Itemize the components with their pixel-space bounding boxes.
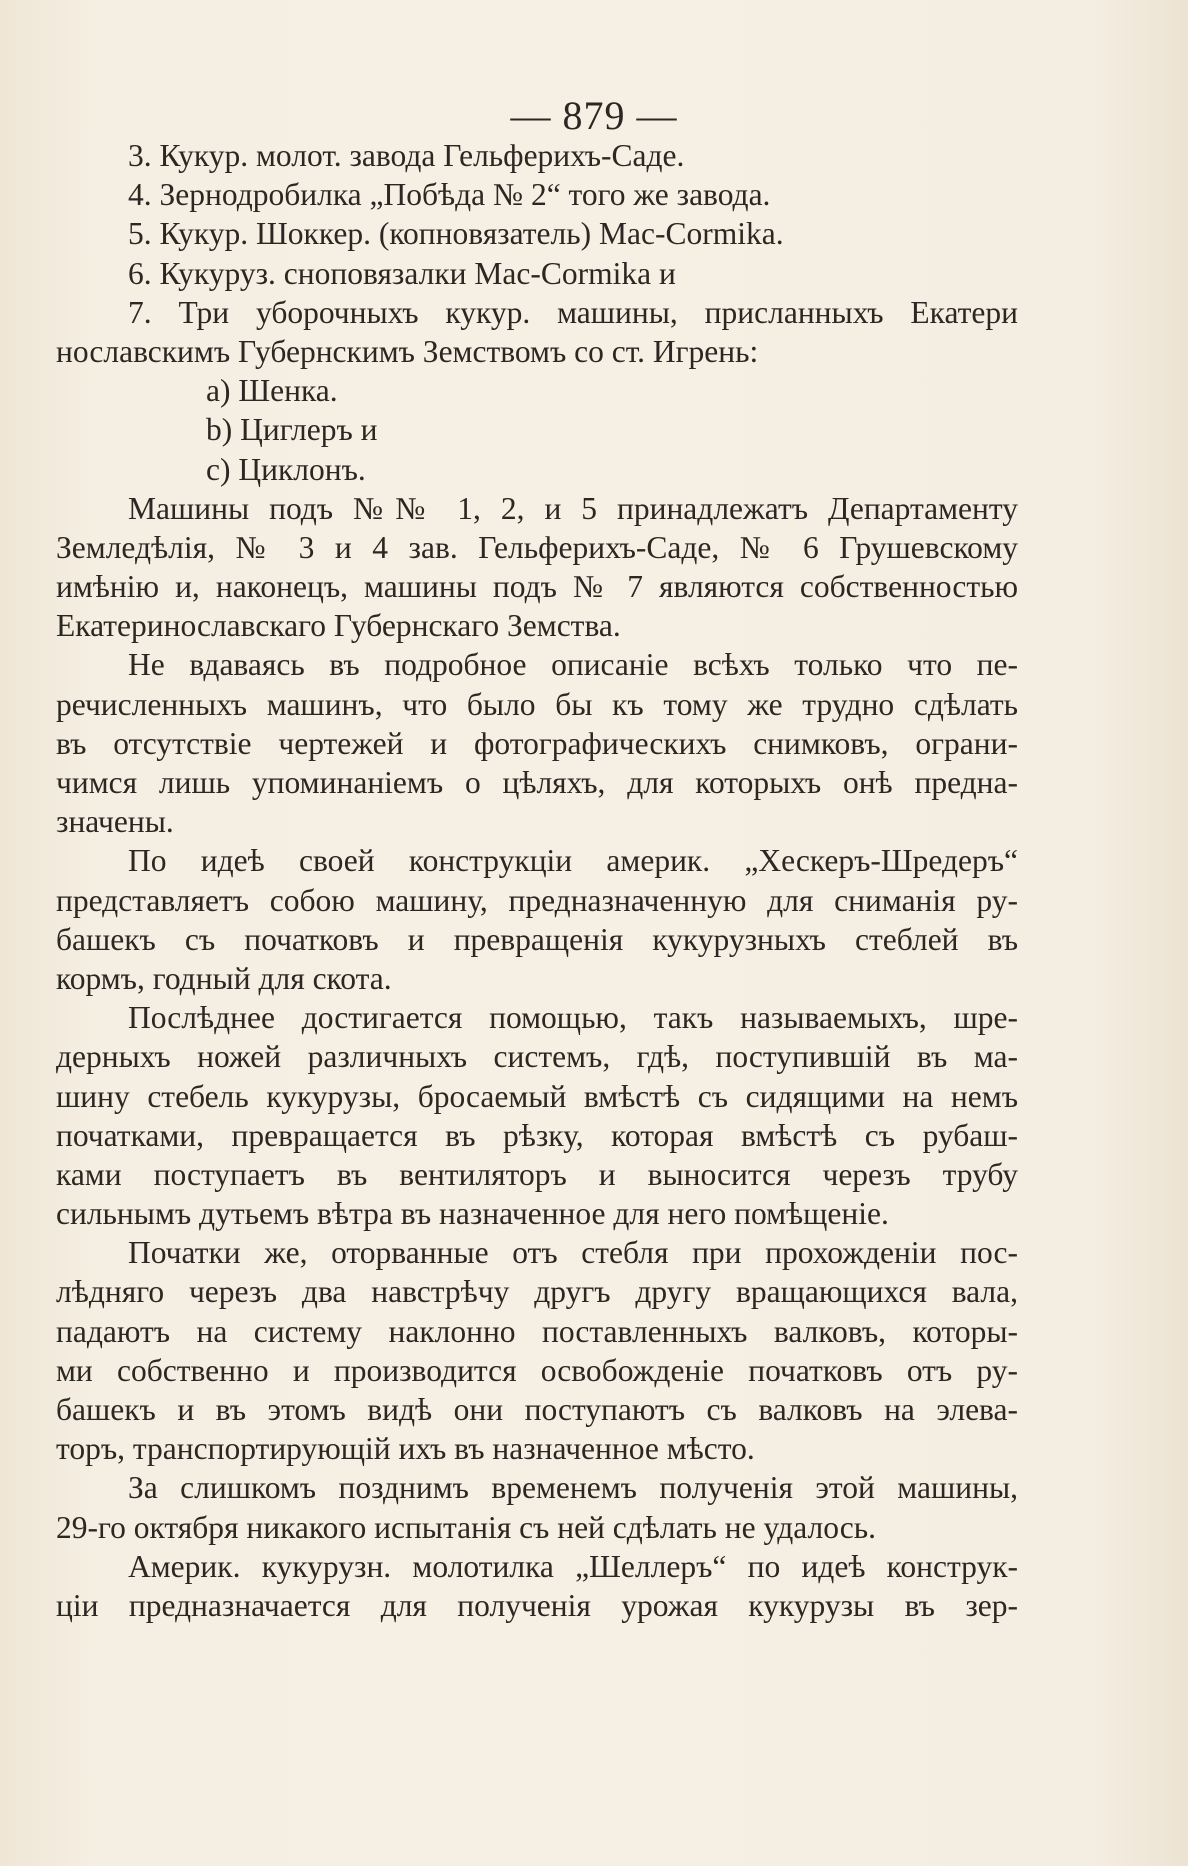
text-line: 3. Кукур. молот. завода Гельферихъ-Саде.	[128, 138, 685, 173]
text-line: 29-го октября никакого испытанiя съ ней сдѣлать не удалось.	[56, 1509, 877, 1545]
text-line: представляетъ собою машину, предназначенную для сниманiя ру-	[56, 882, 1018, 918]
text-line: c) Циклонъ.	[206, 451, 366, 487]
text-line: Екатеринославскаго Губернскаго Земства.	[56, 608, 621, 644]
text-line: имѣнiю и, наконецъ, машины подъ № 7 являются собственностью	[56, 569, 1018, 605]
text-line: падаютъ на систему наклонно поставленныхъ валковъ, которы-	[56, 1313, 1018, 1349]
text-line: Початки же, оторванные отъ стебля при прохожденiи пос-	[128, 1235, 1018, 1271]
text-line: Земледѣлiя, № 3 и 4 зав. Гельферихъ-Саде, № 6 Грушевскому	[56, 529, 1018, 565]
text-line: значены.	[56, 804, 174, 840]
text-line: сильнымъ дутьемъ вѣтра въ назначенное для него помѣщенiе.	[56, 1196, 889, 1232]
text-line: Не вдаваясь въ подробное описанiе всѣхъ только что пе-	[128, 647, 1018, 683]
text-line: башекъ и въ этомъ видѣ они поступаютъ съ валковъ на элева-	[56, 1392, 1018, 1427]
text-line: По идеѣ своей конструкцiи америк. „Хескеръ-Шредеръ“	[128, 843, 1018, 879]
text-line: лѣдняго черезъ два навстрѣчу другъ другу вращающихся вала,	[56, 1274, 1018, 1310]
text-line: шину стебель кукурузы, бросаемый вмѣстѣ съ сидящими на немъ	[56, 1078, 1018, 1114]
text-line: За слишкомъ позднимъ временемъ полученiя этой машины,	[128, 1470, 1018, 1506]
text-line: початками, превращается въ рѣзку, которая вмѣстѣ съ рубаш-	[56, 1117, 1018, 1153]
body-text	[56, 136, 1018, 1625]
page-number: — 879 —	[510, 93, 678, 138]
text-line: Америк. кукурузн. молотилка „Шеллеръ“ по идеѣ конструк-	[128, 1548, 1018, 1584]
text-line: нославскимъ Губернскимъ Земствомъ со ст. Игрень:	[56, 333, 759, 369]
text-line: 7. Три уборочныхъ кукур. машины, присланныхъ Екатери	[128, 294, 1018, 330]
text-line: кормъ, годный для скота.	[56, 960, 392, 996]
text-line: b) Циглеръ и	[206, 412, 378, 448]
text-line: башекъ съ початковъ и превращенiя кукурузныхъ стеблей въ	[56, 921, 1018, 957]
text-line: дерныхъ ножей различныхъ системъ, гдѣ, поступившiй въ ма-	[56, 1039, 1018, 1075]
text-line: Послѣднее достигается помощью, такъ называемыхъ, шре-	[128, 1000, 1018, 1036]
text-line: речисленныхъ машинъ, что было бы къ тому же трудно сдѣлать	[56, 686, 1018, 722]
text-line: въ отсутствiе чертежей и фотографическихъ снимковъ, ограни-	[56, 725, 1018, 761]
text-line: торъ, транспортирующiй ихъ въ назначенное мѣсто.	[56, 1431, 755, 1467]
text-line: ками поступаетъ въ вентиляторъ и выносится черезъ трубу	[56, 1156, 1018, 1192]
text-line: 6. Кукуруз. сноповязалки Мас-Cormika и	[128, 255, 676, 291]
text-line: ми собственно и производится освобожденiе початковъ отъ ру-	[56, 1352, 1018, 1388]
text-line: 5. Кукур. Шоккер. (копновязатель) Мас-Cormika.	[128, 216, 784, 252]
text-line: чимся лишь упоминанiемъ о цѣляхъ, для которыхъ онѣ предна-	[56, 765, 1018, 800]
text-line: 4. Зернодробилка „Побѣда № 2“ того же завода.	[128, 177, 771, 213]
text-line: a) Шенка.	[206, 373, 338, 409]
text-line: Машины подъ №№ 1, 2, и 5 принадлежатъ Департаменту	[128, 490, 1018, 526]
text-line: цiи предназначается для полученiя урожая кукурузы въ зер-	[56, 1587, 1018, 1623]
